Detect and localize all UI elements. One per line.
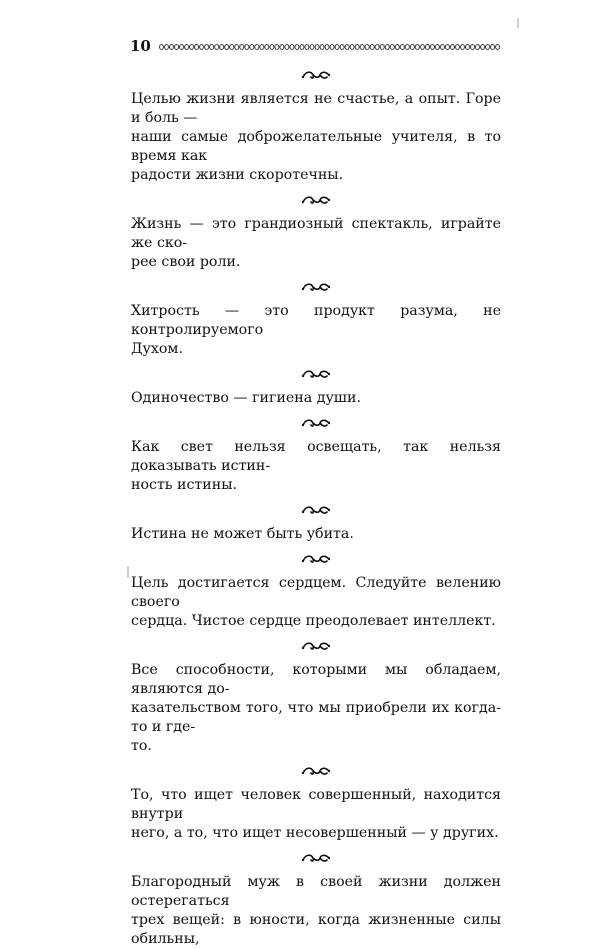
quote-8: Все способности, которыми мы обладаем, являются до- казательством того, что мы приобрели их когда-то и где- то. (131, 662, 501, 754)
quote-10: Благородный муж в своей жизни должен остерегаться трех вещей: в юности, когда жизненные силы обильны, (131, 874, 501, 947)
quote-9: То, что ищет человек совершенный, находится внутри него, а то, что ищет несовершенный — у других. (131, 787, 501, 841)
scan-artifact (517, 18, 519, 28)
swirl-flourish-icon (131, 62, 501, 88)
swirl-flourish-icon (131, 497, 501, 523)
swirl-flourish-icon (131, 410, 501, 436)
swirl-flourish-icon (131, 274, 501, 300)
quote-7: Цель достигается сердцем. Следуйте велению своего сердца. Чистое сердце преодолевает интеллект. (131, 575, 501, 629)
swirl-flourish-icon (131, 758, 501, 784)
quote-1: Целью жизни является не счастье, а опыт. Горе и боль — наши самые доброжелательные учителя, в то время как радости жизни скоротечны. (131, 91, 501, 183)
swirl-flourish-icon (131, 546, 501, 572)
page-header (130, 36, 500, 56)
dotted-rule-icon (159, 43, 500, 51)
swirl-flourish-icon (131, 187, 501, 213)
quote-2: Жизнь — это грандиозный спектакль, играйте же ско- рее свои роли. (131, 216, 501, 270)
quote-3: Хитрость — это продукт разума, не контролируемого Духом. (131, 303, 501, 357)
swirl-flourish-icon (131, 633, 501, 659)
quotes-list (131, 60, 501, 949)
page-number: 10 (130, 37, 151, 55)
swirl-flourish-icon (131, 845, 501, 871)
quote-4: Одиночество — гигиена души. (131, 390, 361, 406)
scan-artifact (127, 566, 129, 578)
quote-5: Как свет нельзя освещать, так нельзя доказывать истин- ность истины. (131, 439, 501, 493)
swirl-flourish-icon (131, 361, 501, 387)
quote-6: Истина не может быть убита. (131, 526, 354, 542)
